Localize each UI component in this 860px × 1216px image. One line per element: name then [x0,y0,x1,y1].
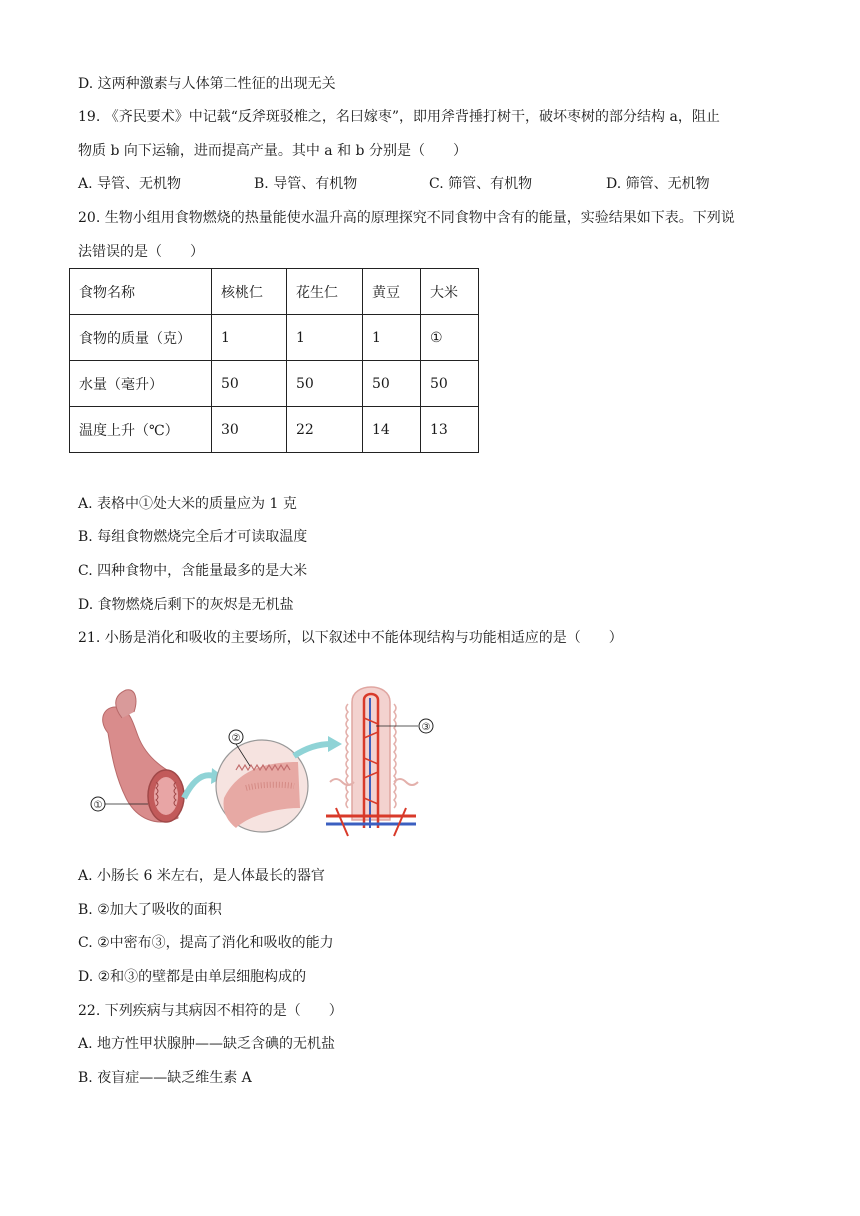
q18-option-d: D. 这两种激素与人体第二性征的出现无关 [78,76,336,92]
q19-option-a: A. 导管、无机物 [78,176,182,192]
intestine-illustration [103,690,184,822]
table-cell: 1 [287,315,363,361]
q20-stem-line1: 20. 生物小组用食物燃烧的热量能使水温升高的原理探究不同食物中含有的能量，实验结果如下表。下列说 [78,210,735,226]
table-cell: 14 [363,407,421,453]
q19-stem-line2: 物质 b 向下运输，进而提高产量。其中 a 和 b 分别是（ ） [78,143,467,159]
q21-stem: 21. 小肠是消化和吸收的主要场所，以下叙述中不能体现结构与功能相适应的是（ ） [78,630,623,646]
q19-option-b: B. 导管、有机物 [254,176,358,192]
table-cell: 13 [421,407,479,453]
q21-option-a: A. 小肠长 6 米左右，是人体最长的器官 [78,868,325,884]
table-cell: 花生仁 [287,269,363,315]
table-cell: 食物的质量（克） [70,315,212,361]
villus-illustration [326,687,418,836]
q22-option-b: B. 夜盲症——缺乏维生素 A [78,1070,252,1086]
q21-option-b: B. ②加大了吸收的面积 [78,902,222,918]
q22-stem: 22. 下列疾病与其病因不相符的是（ ） [78,1003,343,1019]
q20-stem-line2: 法错误的是（ ） [78,244,204,260]
arrow-icon [184,775,214,798]
label-3: ③ [421,722,431,733]
q22-option-a: A. 地方性甲状腺肿——缺乏含碘的无机盐 [78,1036,336,1052]
table-cell: 50 [421,361,479,407]
q20-option-c: C. 四种食物中，含能量最多的是大米 [78,563,308,579]
small-intestine-figure [86,678,446,838]
arrow-icon [294,744,331,756]
food-energy-table [69,268,479,453]
q20-option-d: D. 食物燃烧后剩下的灰烬是无机盐 [78,597,294,613]
table-cell: 水量（毫升） [70,361,212,407]
table-cell: 食物名称 [70,269,212,315]
table-cell: 1 [363,315,421,361]
table-cell: 黄豆 [363,269,421,315]
table-cell: 温度上升（℃） [70,407,212,453]
table-row [70,315,479,361]
table-row [70,407,479,453]
table-row [70,269,479,315]
q20-option-b: B. 每组食物燃烧完全后才可读取温度 [78,529,308,545]
table-cell: 1 [212,315,287,361]
label-1: ① [93,800,103,811]
table-cell: 大米 [421,269,479,315]
table-cell: 50 [212,361,287,407]
q21-option-d: D. ②和③的壁都是由单层细胞构成的 [78,969,307,985]
q19-option-c: C. 筛管、有机物 [429,176,533,192]
q19-option-d: D. 筛管、无机物 [606,176,710,192]
q21-option-c: C. ②中密布③，提高了消化和吸收的能力 [78,935,334,951]
table-cell: 30 [212,407,287,453]
table-cell: 50 [363,361,421,407]
q19-stem-line1: 19. 《齐民要术》中记载“反斧斑驳椎之，名曰嫁枣”，即用斧背捶打树干，破坏枣树的部分结构 a，阻止 [78,109,720,125]
table-cell: 50 [287,361,363,407]
q19-options [78,174,778,194]
table-cell: 核桃仁 [212,269,287,315]
label-2: ② [231,733,241,744]
arrow-head-icon [328,736,342,752]
table-cell: 22 [287,407,363,453]
table-row [70,361,479,407]
table-cell: ① [421,315,479,361]
q20-option-a: A. 表格中①处大米的质量应为 1 克 [78,496,297,512]
